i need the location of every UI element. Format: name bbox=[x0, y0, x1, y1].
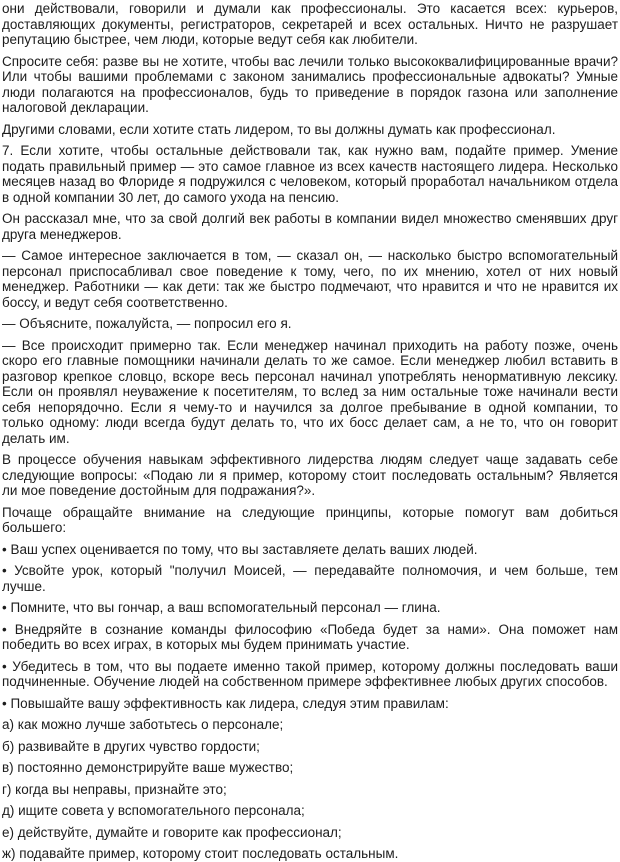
lettered-list-item: б) развивайте в других чувство гордости; bbox=[2, 738, 260, 754]
paragraph: Он рассказал мне, что за свой долгий век работы в компании видел множество сменявших друг друга менеджеров. bbox=[2, 211, 618, 242]
bullet-item: • Внедряйте в сознание команды философию «Победа будет за нами». Она поможет нам победить во всех играх, в которых мы будем принимать участие. bbox=[2, 621, 618, 652]
lettered-list-item: г) когда вы неправы, признайте это; bbox=[2, 781, 227, 797]
bullet-item: • Повышайте вашу эффективность как лидера, следуя этим правилам: bbox=[2, 695, 449, 711]
paragraph: В процессе обучения навыкам эффективного лидерства людям следует чаще задавать себе следующие вопросы: «Подаю ли я пример, которому стоит последовать остальным? Является ли мое поведение достойным для подражания?». bbox=[2, 452, 618, 498]
lettered-list-item: а) как можно лучше заботьтесь о персонале; bbox=[2, 717, 284, 732]
paragraph: Почаще обращайте внимание на следующие принципы, которые помогут вам добиться большего: bbox=[2, 504, 618, 535]
paragraph: Спросите себя: разве вы не хотите, чтобы вас лечили только высококвалифицированные врачи? Или чтобы вашими проблемами с законом занимались профессиональные адвокаты? Умные люди полагаются на профессионалов, будь то приведение в порядок газона или заполнение налоговой декларации. bbox=[2, 53, 618, 115]
lettered-list-item: е) действуйте, думайте и говорите как профессионал; bbox=[2, 824, 342, 840]
paragraph: 7. Если хотите, чтобы остальные действовали так, как нужно вам, подайте пример. Умение подать правильный пример — это самое главное из всех качеств настоящего лидера. Несколько месяцев назад во Флориде я подружился с человеком, который проработал начальником отдела в одной компании 30 лет, до самого ухода на пенсию. bbox=[2, 143, 618, 205]
paragraph: — Объясните, пожалуйста, — попросил его я. bbox=[2, 316, 292, 331]
lettered-list-item: д) ищите совета у вспомогательного персонала; bbox=[2, 803, 305, 818]
paragraph: Другими словами, если хотите стать лидером, то вы должны думать как профессионал. bbox=[2, 121, 556, 137]
bullet-item: • Ваш успех оценивается по тому, что вы заставляете делать ваших людей. bbox=[2, 541, 478, 557]
bullet-item: • Помните, что вы гончар, а ваш вспомогательный персонал — глина. bbox=[2, 600, 441, 615]
paragraph: — Все происходит примерно так. Если менеджер начинал приходить на работу позже, очень скоро его главные помощники начинали делать то же самое. Если менеджер любил вставить в разговор крепкое словцо, вскоре весь персонал начинал употреблять ненормативную лексику. Если он проявлял неуважение к посетителям, то вслед за ним остальные тоже начинали вести себя непорядочно. Если я чему-то и научился за долгое пребывание в одной компании, то только одному: люди всегда будут делать то, что их босс делает сам, а не то, что он говорит делать им. bbox=[2, 337, 618, 446]
lettered-list-item: в) постоянно демонстрируйте ваше мужество; bbox=[2, 760, 294, 775]
paragraph: они действовали, говорили и думали как профессионалы. Это касается всех: курьеров, доставляющих документы, регистраторов, секретарей и всех остальных. Ничто не разрушает репутацию быстрее, чем люди, которые ведут себя как любители. bbox=[2, 1, 618, 47]
bullet-item: • Усвойте урок, который "получил Моисей, — передавайте полномочия, и чем больше, тем лучше. bbox=[2, 563, 618, 594]
lettered-list-item: ж) подавайте пример, которому стоит последовать остальным. bbox=[2, 846, 399, 861]
bullet-item: • Убедитесь в том, что вы подаете именно такой пример, которому должны последовать ваши подчиненные. Обучение людей на собственном примере эффективнее любых других способов. bbox=[2, 658, 618, 689]
paragraph: — Самое интересное заключается в том, — сказал он, — насколько быстро вспомогательный персонал приспосабливал свое поведение к тому, чего, по их мнению, хотел от них новый менеджер. Работники — как дети: так же быстро подмечают, что нравится и что не нравится их боссу, и ведут себя соответственно. bbox=[2, 248, 618, 310]
